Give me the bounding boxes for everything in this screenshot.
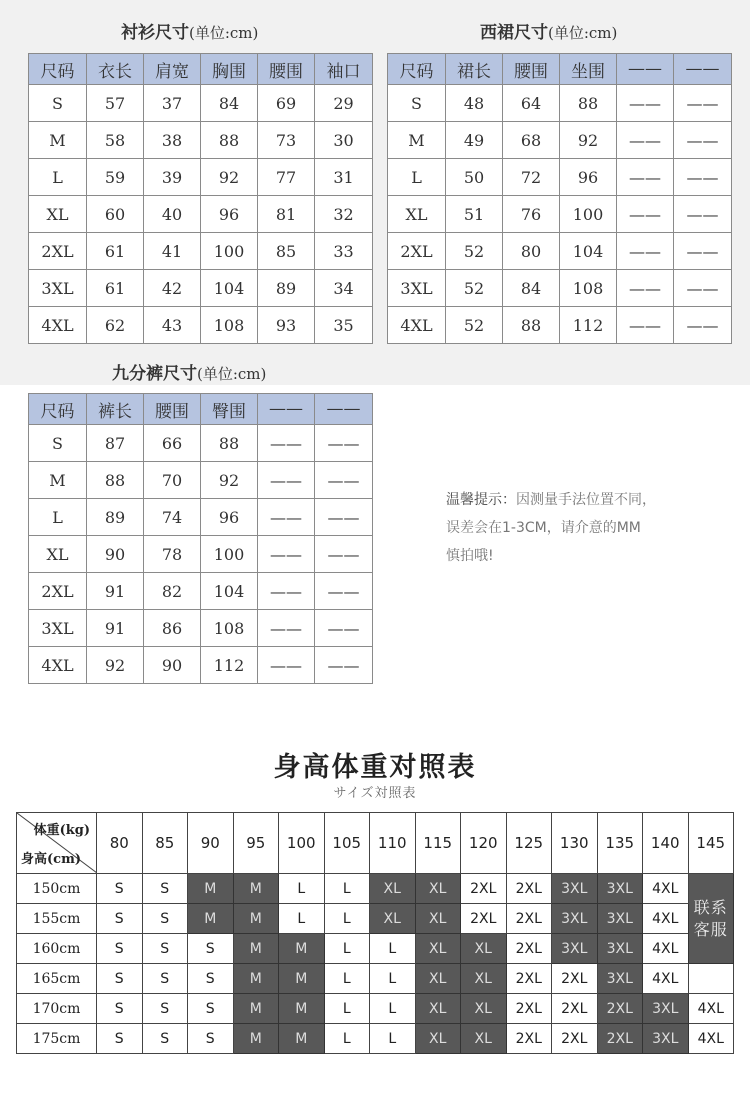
- skirt-cell: L: [388, 159, 446, 196]
- size-cell: L: [370, 934, 416, 964]
- shirt-cell: 40: [144, 196, 201, 233]
- size-cell: XL: [461, 964, 507, 994]
- size-cell: M: [233, 934, 279, 964]
- height-axis-label: 身高(cm): [21, 852, 81, 867]
- weight-axis-label: 体重(kg): [33, 823, 90, 838]
- shirt-cell: 3XL: [29, 270, 87, 307]
- skirt-row: [388, 307, 732, 344]
- pants-header-cell: ——: [258, 394, 315, 425]
- size-cell: L: [370, 964, 416, 994]
- size-cell: 2XL: [506, 1024, 552, 1054]
- hw-corner-cell: [17, 813, 97, 874]
- pants-cell: 66: [144, 425, 201, 462]
- pants-cell: 78: [144, 536, 201, 573]
- weight-header-cell: 100: [279, 813, 325, 874]
- size-cell: 3XL: [643, 1024, 689, 1054]
- pants-header-cell: 腰围: [144, 394, 201, 425]
- weight-header-cell: 125: [506, 813, 552, 874]
- pants-cell: 92: [87, 647, 144, 684]
- weight-header-cell: 120: [461, 813, 507, 874]
- shirt-cell: 77: [258, 159, 315, 196]
- skirt-cell: 68: [503, 122, 560, 159]
- size-cell: S: [97, 994, 143, 1024]
- pants-cell: XL: [29, 536, 87, 573]
- shirt-row: [29, 85, 373, 122]
- pants-cell: 100: [201, 536, 258, 573]
- shirt-cell: 61: [87, 233, 144, 270]
- pants-cell: 2XL: [29, 573, 87, 610]
- pants-cell: 3XL: [29, 610, 87, 647]
- pants-header-cell: 臀围: [201, 394, 258, 425]
- size-cell: 4XL: [688, 1024, 734, 1054]
- pants-cell: 92: [201, 462, 258, 499]
- skirt-cell: ——: [674, 196, 732, 233]
- skirt-cell: 76: [503, 196, 560, 233]
- pants-cell: 104: [201, 573, 258, 610]
- hw-row: [17, 964, 734, 994]
- size-cell: 2XL: [461, 874, 507, 904]
- size-cell: 2XL: [506, 874, 552, 904]
- size-cell: S: [97, 964, 143, 994]
- skirt-cell: ——: [617, 196, 674, 233]
- skirt-cell: ——: [674, 270, 732, 307]
- pants-cell: 4XL: [29, 647, 87, 684]
- shirt-cell: M: [29, 122, 87, 159]
- size-cell: M: [233, 1024, 279, 1054]
- pants-cell: L: [29, 499, 87, 536]
- size-cell: S: [97, 904, 143, 934]
- skirt-cell: 49: [446, 122, 503, 159]
- pants-cell: ——: [315, 647, 373, 684]
- pants-cell: 89: [87, 499, 144, 536]
- pants-cell: ——: [258, 425, 315, 462]
- shirt-cell: 32: [315, 196, 373, 233]
- shirt-cell: 34: [315, 270, 373, 307]
- shirt-cell: 89: [258, 270, 315, 307]
- shirt-cell: 42: [144, 270, 201, 307]
- weight-header-cell: 140: [643, 813, 689, 874]
- skirt-cell: 2XL: [388, 233, 446, 270]
- size-cell: S: [142, 994, 188, 1024]
- pants-size-table: [28, 393, 373, 684]
- skirt-cell: 104: [560, 233, 617, 270]
- shirt-cell: 100: [201, 233, 258, 270]
- hw-row: [17, 904, 734, 934]
- shirt-cell: 39: [144, 159, 201, 196]
- pants-row: [29, 499, 373, 536]
- size-cell: M: [279, 964, 325, 994]
- skirt-cell: 108: [560, 270, 617, 307]
- size-cell: L: [324, 934, 370, 964]
- shirt-header-cell: 袖口: [315, 54, 373, 85]
- size-cell: 2XL: [506, 964, 552, 994]
- shirt-cell: 35: [315, 307, 373, 344]
- shirt-cell: 60: [87, 196, 144, 233]
- shirt-cell: 61: [87, 270, 144, 307]
- size-cell: L: [324, 964, 370, 994]
- skirt-header-cell: 裙长: [446, 54, 503, 85]
- shirt-cell: 30: [315, 122, 373, 159]
- tip-line-1: 因测量手法位置不同，: [516, 492, 656, 508]
- pants-cell: ——: [258, 536, 315, 573]
- size-cell: S: [142, 934, 188, 964]
- size-cell: 4XL: [643, 964, 689, 994]
- skirt-row: [388, 233, 732, 270]
- pants-title: 九分裤尺寸(单位:cm): [112, 364, 267, 384]
- measurement-tip: [446, 486, 736, 570]
- pants-header-cell: ——: [315, 394, 373, 425]
- size-cell: L: [324, 874, 370, 904]
- pants-cell: 88: [87, 462, 144, 499]
- size-cell: XL: [415, 904, 461, 934]
- skirt-cell: ——: [674, 307, 732, 344]
- skirt-cell: 4XL: [388, 307, 446, 344]
- shirt-cell: 38: [144, 122, 201, 159]
- skirt-row: [388, 270, 732, 307]
- shirt-cell: 62: [87, 307, 144, 344]
- shirt-header-cell: 尺码: [29, 54, 87, 85]
- size-cell: XL: [461, 1024, 507, 1054]
- shirt-cell: 37: [144, 85, 201, 122]
- shirt-cell: 4XL: [29, 307, 87, 344]
- size-cell: 4XL: [643, 934, 689, 964]
- pants-cell: ——: [258, 647, 315, 684]
- weight-header-cell: 135: [597, 813, 643, 874]
- skirt-cell: ——: [617, 307, 674, 344]
- shirt-row: [29, 122, 373, 159]
- skirt-cell: 92: [560, 122, 617, 159]
- height-weight-table: [16, 812, 734, 1054]
- skirt-cell: M: [388, 122, 446, 159]
- size-cell: M: [233, 874, 279, 904]
- size-cell: XL: [415, 1024, 461, 1054]
- pants-cell: 108: [201, 610, 258, 647]
- pants-cell: S: [29, 425, 87, 462]
- shirt-row: [29, 159, 373, 196]
- pants-cell: 90: [87, 536, 144, 573]
- shirt-row: [29, 196, 373, 233]
- size-cell: M: [279, 934, 325, 964]
- shirt-cell: 31: [315, 159, 373, 196]
- shirt-cell: 85: [258, 233, 315, 270]
- size-cell: 2XL: [552, 1024, 598, 1054]
- size-cell: M: [188, 874, 234, 904]
- size-cell: M: [279, 1024, 325, 1054]
- skirt-cell: 88: [560, 85, 617, 122]
- size-cell: 2XL: [552, 994, 598, 1024]
- pants-cell: ——: [315, 610, 373, 647]
- skirt-cell: ——: [617, 270, 674, 307]
- pants-cell: ——: [315, 499, 373, 536]
- size-cell: XL: [415, 874, 461, 904]
- skirt-cell: ——: [617, 233, 674, 270]
- size-cell: 3XL: [552, 904, 598, 934]
- hw-row: [17, 874, 734, 904]
- size-cell: S: [188, 934, 234, 964]
- size-cell: 2XL: [506, 904, 552, 934]
- skirt-cell: 112: [560, 307, 617, 344]
- size-cell: M: [233, 994, 279, 1024]
- size-cell: XL: [370, 904, 416, 934]
- shirt-cell: 43: [144, 307, 201, 344]
- height-weight-subtitle: サイズ対照表: [333, 786, 417, 801]
- height-cell: 165cm: [17, 964, 97, 994]
- height-cell: 170cm: [17, 994, 97, 1024]
- skirt-cell: 84: [503, 270, 560, 307]
- hw-header-row: [17, 813, 734, 874]
- shirt-row: [29, 233, 373, 270]
- shirt-header-row: [29, 54, 373, 85]
- size-cell: S: [188, 1024, 234, 1054]
- size-cell: 3XL: [597, 934, 643, 964]
- size-cell: 4XL: [688, 994, 734, 1024]
- size-cell: 2XL: [552, 964, 598, 994]
- skirt-cell: 52: [446, 270, 503, 307]
- pants-cell: ——: [315, 425, 373, 462]
- skirt-size-table: [387, 53, 732, 344]
- pants-cell: 70: [144, 462, 201, 499]
- shirt-row: [29, 307, 373, 344]
- pants-header-cell: 裤长: [87, 394, 144, 425]
- size-cell: 3XL: [552, 874, 598, 904]
- skirt-cell: ——: [674, 159, 732, 196]
- size-cell: 2XL: [597, 1024, 643, 1054]
- skirt-cell: S: [388, 85, 446, 122]
- pants-cell: 91: [87, 573, 144, 610]
- skirt-cell: 64: [503, 85, 560, 122]
- skirt-cell: 52: [446, 233, 503, 270]
- skirt-title: 西裙尺寸(单位:cm): [480, 23, 618, 43]
- shirt-cell: 29: [315, 85, 373, 122]
- pants-cell: 91: [87, 610, 144, 647]
- weight-header-cell: 130: [552, 813, 598, 874]
- contact-service-cell: 联系客服: [688, 874, 734, 964]
- pants-cell: ——: [315, 573, 373, 610]
- pants-row: [29, 610, 373, 647]
- size-cell: L: [324, 1024, 370, 1054]
- shirt-cell: 57: [87, 85, 144, 122]
- skirt-cell: 51: [446, 196, 503, 233]
- size-cell: S: [142, 964, 188, 994]
- shirt-header-cell: 衣长: [87, 54, 144, 85]
- size-cell: M: [279, 994, 325, 1024]
- weight-header-cell: 110: [370, 813, 416, 874]
- tip-line-2: 误差会在1-3CM，请介意的MM: [446, 520, 641, 536]
- skirt-cell: 96: [560, 159, 617, 196]
- pants-cell: ——: [258, 462, 315, 499]
- pants-row: [29, 425, 373, 462]
- height-weight-title: 身高体重对照表: [273, 752, 477, 783]
- hw-row: [17, 934, 734, 964]
- skirt-cell: 50: [446, 159, 503, 196]
- blank-cell: [688, 964, 734, 994]
- pants-cell: 87: [87, 425, 144, 462]
- skirt-header-cell: 腰围: [503, 54, 560, 85]
- pants-row: [29, 536, 373, 573]
- size-cell: L: [279, 874, 325, 904]
- pants-cell: 86: [144, 610, 201, 647]
- shirt-title: 衬衫尺寸(单位:cm): [121, 23, 259, 43]
- size-cell: 2XL: [506, 934, 552, 964]
- skirt-cell: ——: [674, 85, 732, 122]
- skirt-row: [388, 122, 732, 159]
- shirt-row: [29, 270, 373, 307]
- skirt-cell: 48: [446, 85, 503, 122]
- pants-row: [29, 647, 373, 684]
- skirt-header-cell: 坐围: [560, 54, 617, 85]
- weight-header-cell: 115: [415, 813, 461, 874]
- size-cell: XL: [370, 874, 416, 904]
- size-cell: S: [97, 874, 143, 904]
- shirt-cell: 96: [201, 196, 258, 233]
- shirt-header-cell: 肩宽: [144, 54, 201, 85]
- pants-row: [29, 462, 373, 499]
- size-cell: 3XL: [597, 904, 643, 934]
- pants-header-row: [29, 394, 373, 425]
- skirt-cell: 80: [503, 233, 560, 270]
- pants-cell: 96: [201, 499, 258, 536]
- shirt-cell: 88: [201, 122, 258, 159]
- pants-cell: ——: [258, 499, 315, 536]
- shirt-cell: 108: [201, 307, 258, 344]
- size-cell: 3XL: [597, 964, 643, 994]
- skirt-header-row: [388, 54, 732, 85]
- weight-header-cell: 80: [97, 813, 143, 874]
- size-cell: S: [188, 994, 234, 1024]
- size-cell: L: [370, 994, 416, 1024]
- pants-cell: ——: [315, 536, 373, 573]
- skirt-cell: ——: [617, 122, 674, 159]
- skirt-cell: ——: [674, 122, 732, 159]
- skirt-row: [388, 159, 732, 196]
- shirt-cell: S: [29, 85, 87, 122]
- size-cell: XL: [461, 934, 507, 964]
- size-cell: 3XL: [597, 874, 643, 904]
- skirt-cell: XL: [388, 196, 446, 233]
- shirt-cell: 93: [258, 307, 315, 344]
- size-cell: 2XL: [461, 904, 507, 934]
- skirt-header-cell: ——: [674, 54, 732, 85]
- shirt-cell: XL: [29, 196, 87, 233]
- size-cell: S: [188, 964, 234, 994]
- skirt-cell: ——: [674, 233, 732, 270]
- size-cell: 4XL: [643, 874, 689, 904]
- size-cell: XL: [461, 994, 507, 1024]
- hw-row: [17, 1024, 734, 1054]
- shirt-header-cell: 腰围: [258, 54, 315, 85]
- height-cell: 155cm: [17, 904, 97, 934]
- size-cell: M: [233, 904, 279, 934]
- size-cell: XL: [415, 964, 461, 994]
- height-cell: 150cm: [17, 874, 97, 904]
- shirt-cell: 41: [144, 233, 201, 270]
- pants-cell: M: [29, 462, 87, 499]
- shirt-cell: 33: [315, 233, 373, 270]
- pants-cell: 90: [144, 647, 201, 684]
- skirt-header-cell: 尺码: [388, 54, 446, 85]
- size-cell: L: [324, 994, 370, 1024]
- pants-cell: ——: [258, 573, 315, 610]
- size-cell: 3XL: [552, 934, 598, 964]
- height-cell: 175cm: [17, 1024, 97, 1054]
- skirt-cell: 88: [503, 307, 560, 344]
- skirt-header-cell: ——: [617, 54, 674, 85]
- pants-cell: 74: [144, 499, 201, 536]
- size-cell: M: [188, 904, 234, 934]
- weight-header-cell: 85: [142, 813, 188, 874]
- skirt-row: [388, 85, 732, 122]
- hw-row: [17, 994, 734, 1024]
- weight-header-cell: 95: [233, 813, 279, 874]
- size-cell: L: [370, 1024, 416, 1054]
- size-cell: M: [233, 964, 279, 994]
- pants-cell: 88: [201, 425, 258, 462]
- pants-row: [29, 573, 373, 610]
- tip-line-3: 慎拍哦!: [446, 548, 494, 564]
- pants-header-cell: 尺码: [29, 394, 87, 425]
- size-cell: S: [97, 934, 143, 964]
- shirt-cell: L: [29, 159, 87, 196]
- shirt-cell: 92: [201, 159, 258, 196]
- pants-cell: 112: [201, 647, 258, 684]
- size-cell: L: [324, 904, 370, 934]
- shirt-cell: 69: [258, 85, 315, 122]
- size-cell: S: [97, 1024, 143, 1054]
- skirt-cell: ——: [617, 159, 674, 196]
- pants-cell: 82: [144, 573, 201, 610]
- skirt-cell: 100: [560, 196, 617, 233]
- shirt-cell: 73: [258, 122, 315, 159]
- pants-cell: ——: [315, 462, 373, 499]
- weight-header-cell: 105: [324, 813, 370, 874]
- pants-cell: ——: [258, 610, 315, 647]
- shirt-cell: 84: [201, 85, 258, 122]
- shirt-cell: 59: [87, 159, 144, 196]
- weight-header-cell: 90: [188, 813, 234, 874]
- skirt-cell: 3XL: [388, 270, 446, 307]
- size-cell: XL: [415, 994, 461, 1024]
- size-cell: 3XL: [643, 994, 689, 1024]
- skirt-cell: 52: [446, 307, 503, 344]
- shirt-cell: 81: [258, 196, 315, 233]
- size-cell: S: [142, 1024, 188, 1054]
- tip-label: 温馨提示：: [446, 492, 516, 508]
- size-cell: 2XL: [597, 994, 643, 1024]
- shirt-size-table: [28, 53, 373, 344]
- size-cell: L: [279, 904, 325, 934]
- size-cell: 4XL: [643, 904, 689, 934]
- size-cell: S: [142, 874, 188, 904]
- skirt-row: [388, 196, 732, 233]
- height-cell: 160cm: [17, 934, 97, 964]
- shirt-cell: 58: [87, 122, 144, 159]
- skirt-cell: 72: [503, 159, 560, 196]
- size-cell: S: [142, 904, 188, 934]
- weight-header-cell: 145: [688, 813, 734, 874]
- shirt-cell: 2XL: [29, 233, 87, 270]
- size-cell: XL: [415, 934, 461, 964]
- shirt-header-cell: 胸围: [201, 54, 258, 85]
- size-cell: 2XL: [506, 994, 552, 1024]
- shirt-cell: 104: [201, 270, 258, 307]
- skirt-cell: ——: [617, 85, 674, 122]
